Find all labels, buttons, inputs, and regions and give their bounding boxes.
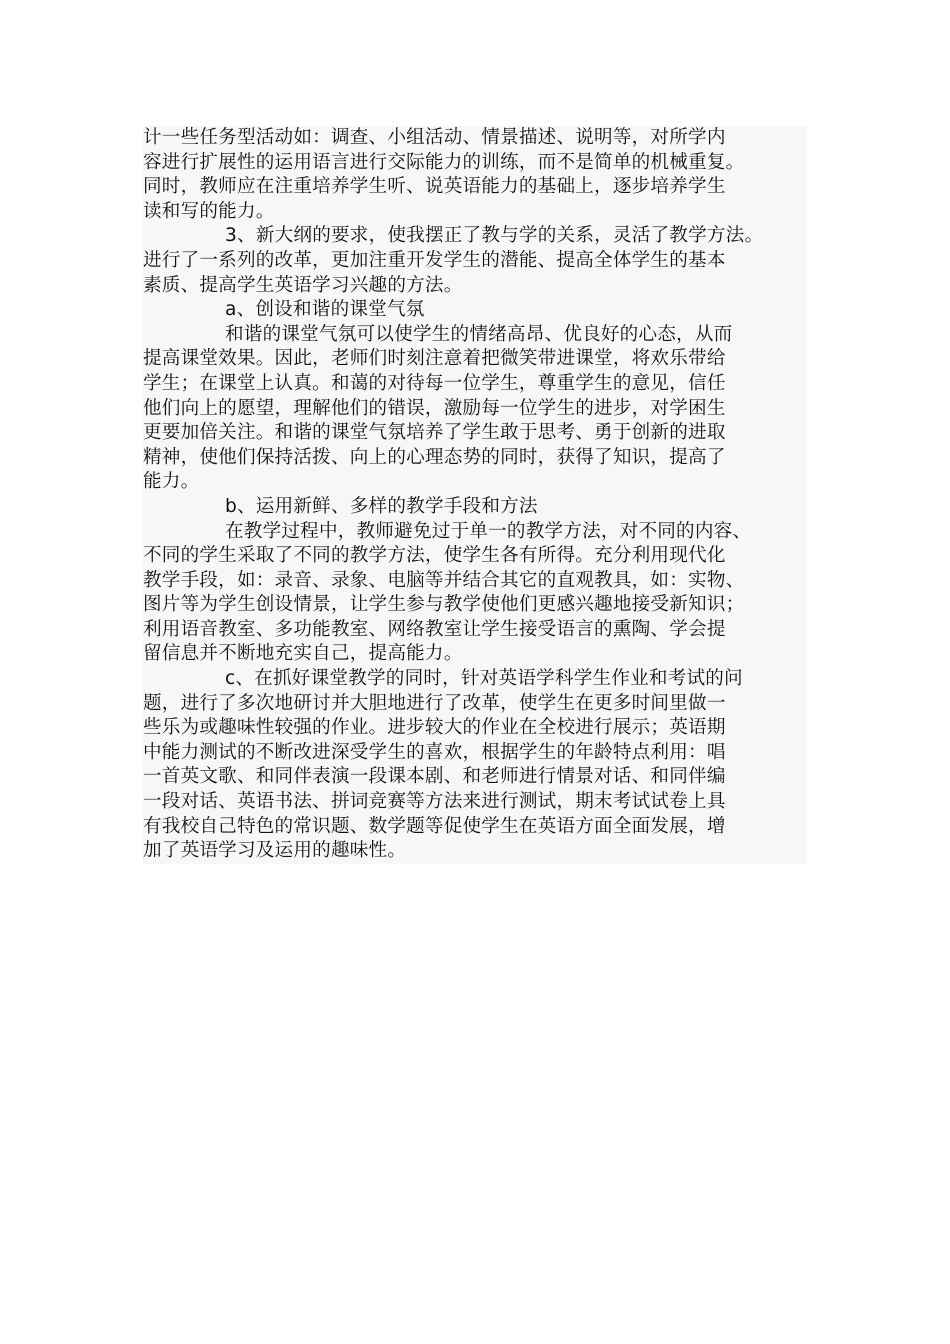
text-line: 图片等为学生创设情景，让学生参与教学使他们更感兴趣地接受新知识； (143, 594, 745, 616)
document-body-text (143, 126, 806, 864)
text-line: 能力。 (143, 471, 200, 493)
text-line: 一首英文歌、和同伴表演一段课本剧、和老师进行情景对话、和同伴编 (143, 766, 726, 788)
text-line: 利用语音教室、多功能教室、网络教室让学生接受语言的熏陶、学会提 (143, 618, 726, 640)
text-line: 精神，使他们保持活拨、向上的心理态势的同时，获得了知识，提高了 (143, 446, 726, 468)
text-line: 更要加倍关注。和谐的课堂气氛培养了学生敢于思考、勇于创新的进取 (143, 422, 726, 444)
text-line: 素质、提高学生英语学习兴趣的方法。 (143, 274, 463, 296)
text-line: 和谐的课堂气氛可以使学生的情绪高昂、优良好的心态，从而 (225, 323, 733, 345)
text-line: 提高课堂效果。因此，老师们时刻注意着把微笑带进课堂，将欢乐带给 (143, 348, 726, 370)
text-line: 些乐为或趣味性较强的作业。进步较大的作业在全校进行展示；英语期 (143, 717, 726, 739)
text-line: 加了英语学习及运用的趣味性。 (143, 840, 407, 862)
text-line: c、在抓好课堂教学的同时，针对英语学科学生作业和考试的问 (225, 668, 743, 690)
text-line: 学生；在课堂上认真。和蔼的对待每一位学生，尊重学生的意见，信任 (143, 372, 726, 394)
text-line: 有我校自己特色的常识题、数学题等促使学生在英语方面全面发展，增 (143, 815, 726, 837)
text-line: 3、新大纲的要求，使我摆正了教与学的关系，灵活了教学方法。 (225, 225, 764, 247)
text-line: 他们向上的愿望，理解他们的错误，激励每一位学生的进步，对学困生 (143, 397, 726, 419)
text-line: 进行了一系列的改革，更加注重开发学生的潜能、提高全体学生的基本 (143, 249, 726, 271)
text-line: b、运用新鲜、多样的教学手段和方法 (225, 495, 538, 517)
text-line: 题，进行了多次地研讨并大胆地进行了改革，使学生在更多时间里做一 (143, 692, 726, 714)
text-line: a、创设和谐的课堂气氛 (225, 299, 425, 321)
text-line: 一段对话、英语书法、拼词竞赛等方法来进行测试，期末考试试卷上具 (143, 791, 726, 813)
text-line: 中能力测试的不断改进深受学生的喜欢，根据学生的年龄特点利用：唱 (143, 741, 726, 763)
text-line: 在教学过程中，教师避免过于单一的教学方法，对不同的内容、 (225, 520, 752, 542)
text-line: 同时，教师应在注重培养学生听、说英语能力的基础上，逐步培养学生 (143, 176, 726, 198)
text-line: 读和写的能力。 (143, 200, 275, 222)
text-line: 教学手段，如：录音、录象、电脑等并结合其它的直观教具，如：实物、 (143, 569, 745, 591)
text-line: 留信息并不断地充实自己，提高能力。 (143, 643, 463, 665)
text-line: 计一些任务型活动如：调查、小组活动、情景描述、说明等，对所学内 (143, 127, 726, 148)
text-line: 容进行扩展性的运用语言进行交际能力的训练，而不是简单的机械重复。 (143, 151, 745, 173)
text-line: 不同的学生采取了不同的教学方法，使学生各有所得。充分利用现代化 (143, 545, 726, 567)
